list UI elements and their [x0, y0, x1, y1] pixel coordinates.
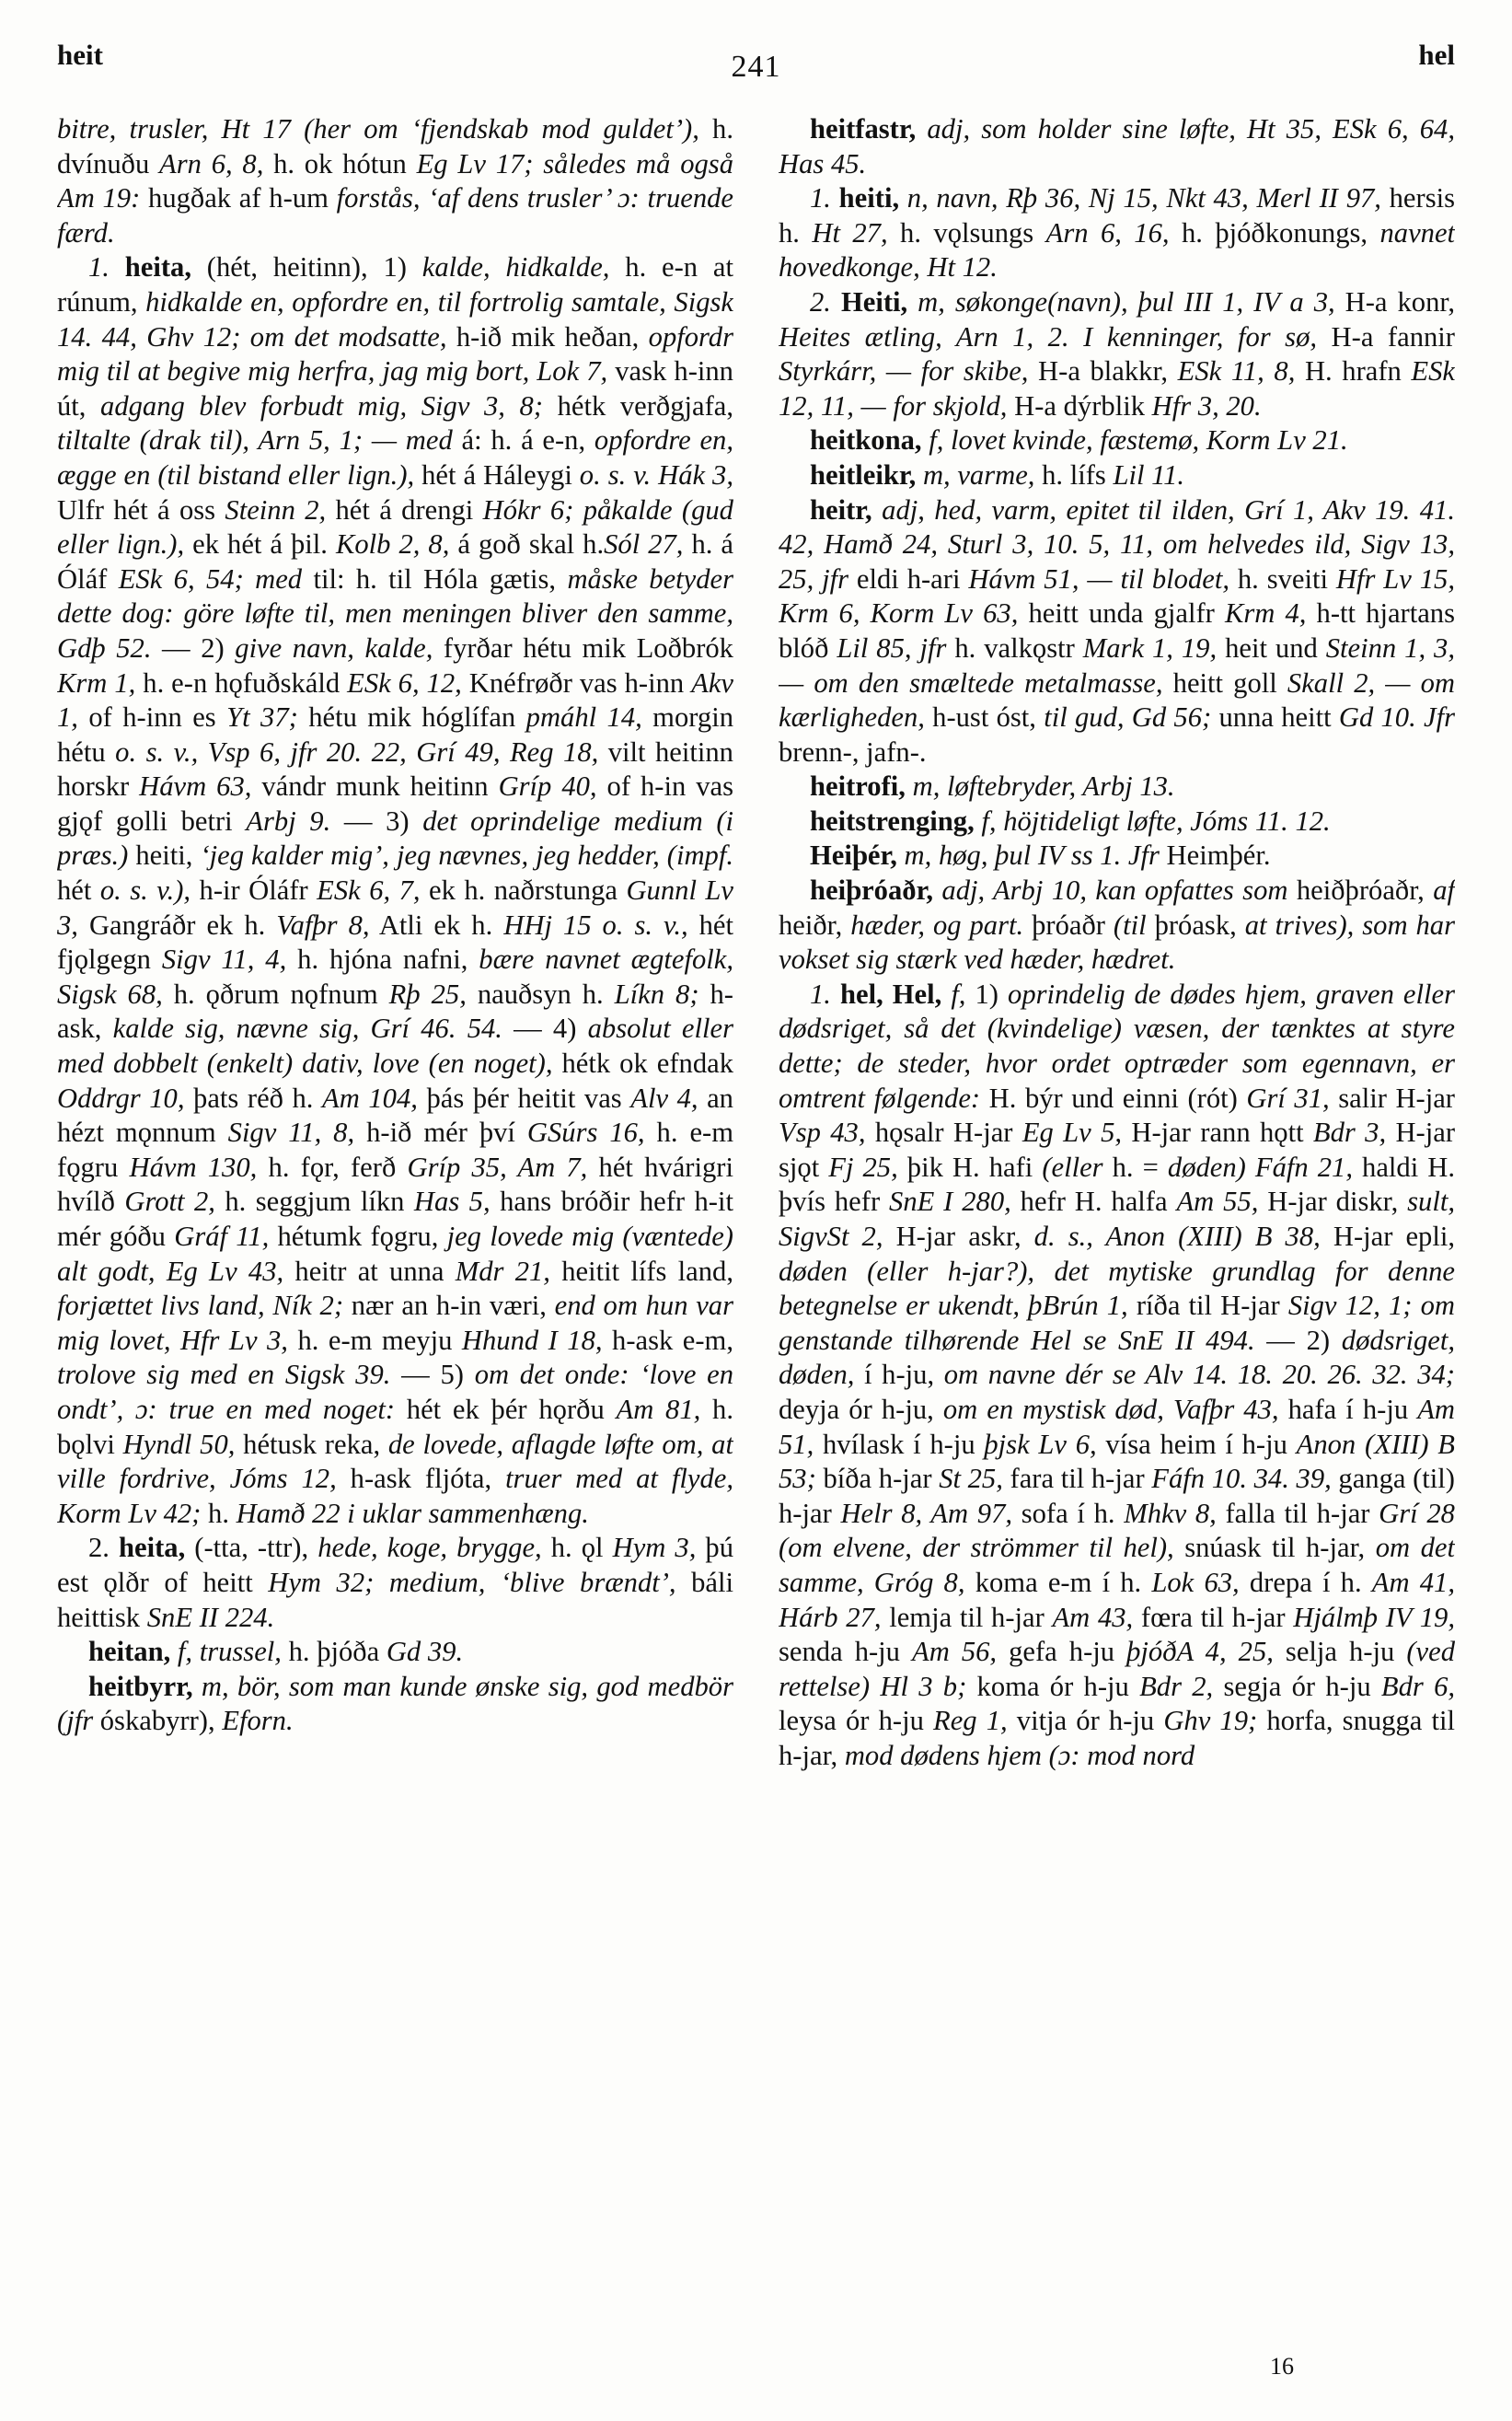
- dictionary-entry: 1. heiti, n, navn, Rþ 36, Nj 15, Nkt 43, Merl II 97, hersis h. Ht 27, h. vǫlsungs Arn 6, 16, h. þjóðkonungs, navnet hovedkonge, Ht 12.: [779, 182, 1455, 284]
- dictionary-entry: heitstrenging, f, höjtideligt løfte, Jóms 11. 12.: [810, 805, 1331, 837]
- signature-mark: 16: [1270, 2353, 1294, 2380]
- right-guide-word: hel: [1418, 39, 1455, 71]
- dictionary-entry: heitkona, f, lovet kvinde, fæstemø, Korm Lv 21.: [810, 424, 1348, 457]
- page-header: [57, 39, 1455, 85]
- dictionary-entry: 1. hel, Hel, f, 1) oprindelig de dødes hjem, graven eller dødsriget, så det (kvindelige) væsen, der tænktes at styre dette; de steder, hvor ordet optræder som egennavn, er omtrent følgende: H. býr und einni (rót) Grí 31, salir H-jar Vsp 43, hǫsalr H-jar Eg Lv 5, H-jar rann hǫtt Bdr 3, H-jar sjǫt Fj 25, þik H. hafi (eller h. = døden) Fáfn 21, haldi H. þvís hefr SnE I 280, hefr H. halfa Am 55, H-jar diskr, sult, SigvSt 2, H-jar askr, d. s., Anon (XIII) B 38, H-jar epli, døden (eller h-jar?), det mytiske grundlag for denne betegnelse er ukendt, þBrún 1, ríða til H-jar Sigv 12, 1; om genstande tilhørende Hel se SnE II 494. — 2) dødsriget, døden, í h-ju, om navne dér se Alv 14. 18. 20. 26. 32. 34; deyja ór h-ju, om en mystisk død, Vafþr 43, hafa í h-ju Am 51, hvílask í h-ju þjsk Lv 6, vísa heim í h-ju Anon (XIII) B 53; bíða h-jar St 25, fara til h-jar Fáfn 10. 34. 39, ganga (til) h-jar Helr 8, Am 97, sofa í h. Mhkv 8, falla til h-jar Grí 28 (om elvene, der strömmer til hel), snúask til h-jar, om det samme, Gróg 8, koma e-m í h. Lok 63, drepa í h. Am 41, Hárb 27, lemja til h-jar Am 43, fœra til h-jar Hjálmþ IV 19, senda h-ju Am 56, gefa h-ju þjóðA 4, 25, selja h-ju (ved rettelse) Hl 3 b; koma ór h-ju Bdr 2, segja ór h-ju Bdr 6, leysa ór h-ju Reg 1, vitja ór h-ju Ghv 19; horfa, snugga til h-jar, mod dødens hjem (ɔ: mod nord: [779, 978, 1455, 1771]
- dictionary-entry: bitre, trusler, Ht 17 (her om ‘fjendskab mod guldet’), h. dvínuðu Arn 6, 8, h. ok hótun Eg Lv 17; således må også Am 19: hugðak af h-um forstås, ‘af dens trusler’ ɔ: truende færd.: [57, 113, 733, 249]
- dictionary-entry: 2. heita, (-tta, -ttr), hede, koge, brygge, h. ǫl Hym 3, þú est ǫlðr of heitt Hym 32; medium, ‘blive brændt’, báli heittisk SnE II 224.: [57, 1532, 733, 1633]
- dictionary-entry: heitfastr, adj, som holder sine løfte, Ht 35, ESk 6, 64, Has 45.: [779, 113, 1455, 180]
- dictionary-entry: heitleikr, m, varme, h. lífs Lil 11.: [810, 458, 1185, 491]
- dictionary-entry: heiþróaðr, adj, Arbj 10, kan opfattes som heiðþróaðr, af heiðr, hæder, og part. þróaðr (til þróask, at trives), som har vokset sig stærk ved hæder, hædret.: [779, 875, 1455, 976]
- dictionary-entry: 2. Heiti, m, søkonge(navn), þul III 1, IV a 3, H-a konr, Heites ætling, Arn 1, 2. I kenninger, for sø, H-a fannir Styrkárr, — for skibe, H-a blakkr, ESk 11, 8, H. hrafn ESk 12, 11, — for skjold, H-a dýrblik Hfr 3, 20.: [779, 285, 1455, 422]
- dictionary-entry: Heiþér, m, høg, þul IV ss 1. Jfr Heimþér.: [810, 840, 1271, 872]
- right-column: [779, 112, 1455, 2338]
- left-guide-word: heit: [57, 39, 103, 71]
- left-column: [57, 112, 733, 2338]
- dictionary-entry: heitbyrr, m, bör, som man kunde ønske sig, god medbör (jfr óskabyrr), Eforn.: [57, 1670, 733, 1737]
- dictionary-entry: heitr, adj, hed, varm, epitet til ilden, Grí 1, Akv 19. 41. 42, Hamð 24, Sturl 3, 10. 5, 11, om helvedes ild, Sigv 13, 25, jfr eldi h-ari Hávm 51, — til blodet, h. sveiti Hfr Lv 15, Krm 6, Korm Lv 63, heitt unda gjalfr Krm 4, h-tt hjartans blóð Lil 85, jfr h. valkǫstr Mark 1, 19, heit und Steinn 1, 3, — om den smæltede metalmasse, heitt goll Skall 2, — om kærligheden, h-ust óst, til gud, Gd 56; unna heitt Gd 10. Jfr brenn-, jafn-.: [779, 493, 1455, 768]
- page-number: 241: [731, 50, 781, 84]
- dictionary-entry: 1. heita, (hét, heitinn), 1) kalde, hidkalde, h. e-n at rúnum, hidkalde en, opfordre en, til fortrolig samtale, Sigsk 14. 44, Ghv 12; om det modsatte, h-ið mik heðan, opfordr mig til at begive mig herfra, jag mig bort, Lok 7, vask h-inn út, adgang blev forbudt mig, Sigv 3, 8; hétk verðgjafa, tiltalte (drak til), Arn 5, 1; — med á: h. á e-n, opfordre en, ægge en (til bistand eller lign.), hét á Háleygi o. s. v. Hák 3, Ulfr hét á oss Steinn 2, hét á drengi Hókr 6; påkalde (gud eller lign.), ek hét á þil. Kolb 2, 8, á goð skal h.Sól 27, h. á Óláf ESk 6, 54; med til: h. til Hóla gætis, måske betyder dette dog: göre løfte til, men meningen bliver den samme, Gdþ 52. — 2) give navn, kalde, fyrðar hétu mik Loðbrók Krm 1, h. e-n hǫfuðskáld ESk 6, 12, Knéfrøðr vas h-inn Akv 1, of h-inn es Yt 37; hétu mik hóglífan pmáhl 14, morgin hétu o. s. v., Vsp 6, jfr 20. 22, Grí 49, Reg 18, vilt heitinn horskr Hávm 63, vándr munk heitinn Gríp 40, of h-in vas gjǫf golli betri Arbj 9. — 3) det oprindelige medium (i præs.) heiti, ‘jeg kalder mig’, jeg nævnes, jeg hedder, (impf. hét o. s. v.), h-ir Óláfr ESk 6, 7, ek h. naðrstunga Gunnl Lv 3, Gangráðr ek h. Vafþr 8, Atli ek h. HHj 15 o. s. v., hét fjǫlgegn Sigv 11, 4, h. hjóna nafni, bære navnet ægtefolk, Sigsk 68, h. ǫðrum nǫfnum Rþ 25, nauðsyn h. Líkn 8; h-ask, kalde sig, nævne sig, Grí 46. 54. — 4) absolut eller med dobbelt (enkelt) dativ, love (en noget), hétk ok efndak Oddrgr 10, þats réð h. Am 104, þás þér heitit vas Alv 4, an hézt mǫnnum Sigv 11, 8, h-ið mér því GSúrs 16, h. e-m fǫgru Hávm 130, h. fǫr, ferð Gríp 35, Am 7, hét hvárigri hvílð Grott 2, h. seggjum líkn Has 5, hans bróðir hefr h-it mér góðu Gráf 11, hétumk fǫgru, jeg lovede mig (væntede) alt godt, Eg Lv 43, heitr at unna Mdr 21, heitit lífs land, forjættet livs land, Ník 2; nær an h-in væri, end om hun var mig lovet, Hfr Lv 3, h. e-m meyju Hhund I 18, h-ask e-m, trolove sig med en Sigsk 39. — 5) om det onde: ‘love en ondt’, ɔ: true en med noget: hét ek þér hǫrðu Am 81, h. bǫlvi Hyndl 50, hétusk reka, de lovede, aflagde løfte om, at ville fordrive, Jóms 12, h-ask fljóta, truer med at flyde, Korm Lv 42; h. Hamð 22 i uklar sammenhæng.: [57, 251, 733, 1529]
- dictionary-entry: heitan, f, trussel, h. þjóða Gd 39.: [88, 1636, 464, 1668]
- dictionary-entry: heitrofi, m, løftebryder, Arbj 13.: [810, 770, 1175, 803]
